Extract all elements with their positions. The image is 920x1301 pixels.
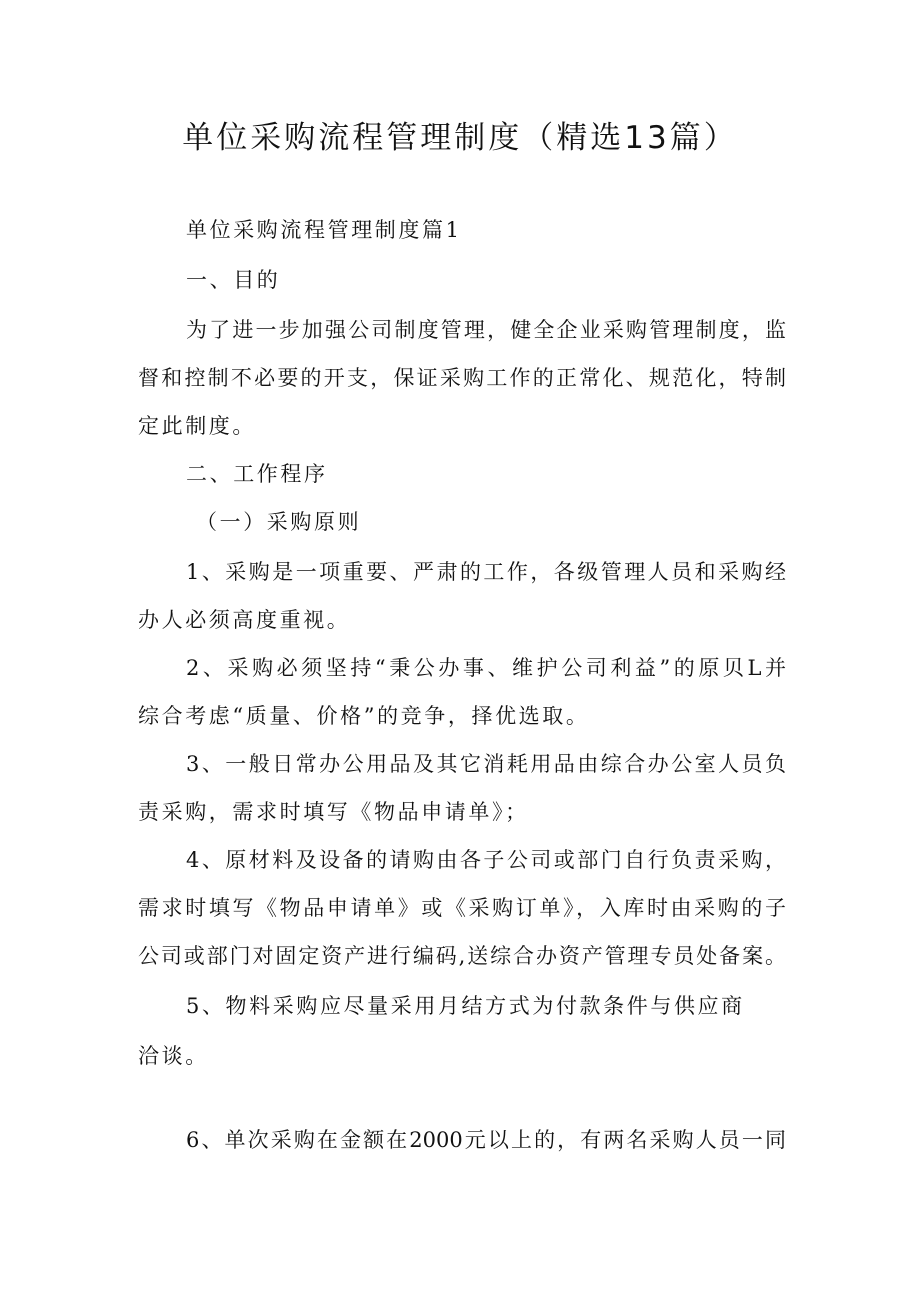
paragraph-line: 2、采购必须坚持“秉公办事、维护公司利益”的原贝L并 xyxy=(186,656,786,680)
paragraph-line: 定此制度。 xyxy=(138,414,256,438)
paragraph-line: 3、一般日常办公用品及其它消耗用品由综合办公室人员负 xyxy=(186,752,786,776)
subheading-principles: （一）采购原则 xyxy=(196,510,362,534)
paragraph-line: 责采购，需求时填写《物品申请单》； xyxy=(138,800,529,824)
paragraph-line: 为了进一步加强公司制度管理，健全企业采购管理制度，监 xyxy=(186,318,786,342)
document-title: 单位采购流程管理制度（精选13篇） xyxy=(182,120,738,156)
section-heading: 单位采购流程管理制度篇1 xyxy=(186,218,462,242)
heading-purpose: 一、目的 xyxy=(186,268,281,292)
paragraph-line: 6、单次采购在金额在2000元以上的，有两名采购人员一同 xyxy=(186,1128,786,1152)
heading-procedure: 二、工作程序 xyxy=(186,462,328,486)
paragraph-line: 1、采购是一项重要、严肃的工作，各级管理人员和采购经 xyxy=(186,560,786,584)
paragraph-line: 5、物料采购应尽量采用月结方式为付款条件与供应商 xyxy=(186,994,745,1018)
paragraph-line: 综合考虑“质量、价格”的竞争，择优选取。 xyxy=(138,704,590,728)
paragraph-line: 需求时填写《物品申请单》或《采购订单》，入库时由采购的子 xyxy=(138,896,786,920)
paragraph-line: 洽谈。 xyxy=(138,1044,209,1068)
paragraph-line: 办人必须高度重视。 xyxy=(138,608,351,632)
paragraph-line: 4、原材料及设备的请购由各子公司或部门自行负责采购， xyxy=(186,848,786,872)
paragraph-line: 督和控制不必要的开支，保证采购工作的正常化、规范化，特制 xyxy=(138,366,786,390)
paragraph-line: 公司或部门对固定资产进行编码,送综合办资产管理专员处备案。 xyxy=(138,944,786,968)
